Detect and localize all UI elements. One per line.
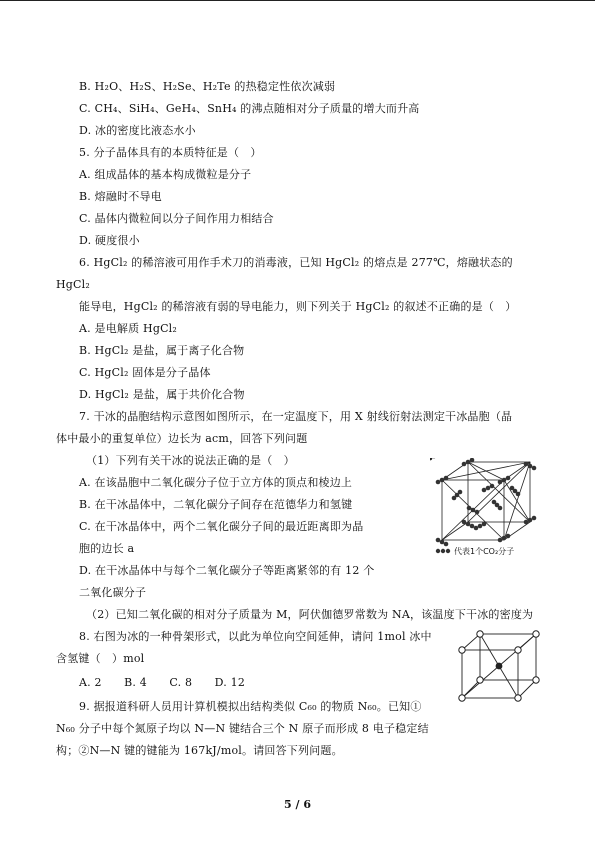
- text-line-l8: D. 硬度很小: [79, 234, 140, 247]
- text-line-l10: HgCl₂: [56, 278, 90, 291]
- text-line-l26: 8. 右图为冰的一种骨架形式，以此为单位向空间延伸，请问 1mol 冰中: [79, 630, 432, 643]
- text-line-l23: D. 在干冰晶体中与每个二氧化碳分子等距离紧邻的有 12 个: [79, 564, 375, 577]
- dry-ice-unit-cell-figure: [430, 458, 575, 560]
- ice-framework-figure: [452, 628, 544, 706]
- top-rule: [0, 0, 595, 1]
- text-line-l28: A. 2 B. 4 C. 8 D. 12: [79, 676, 246, 689]
- text-line-l1: B. H₂O、H₂S、H₂Se、H₂Te 的热稳定性依次减弱: [79, 80, 336, 93]
- dry-ice-legend-caption: 代表1个CO₂分子: [454, 547, 515, 556]
- co2-legend-icon: [436, 549, 450, 553]
- text-line-l14: C. HgCl₂ 固体是分子晶体: [79, 366, 211, 379]
- text-line-l4: 5. 分子晶体具有的本质特征是（ ）: [79, 146, 262, 159]
- text-line-l22: 胞的边长 a: [79, 542, 135, 555]
- text-line-l9: 6. HgCl₂ 的稀溶液可用作手术刀的消毒液，已知 HgCl₂ 的熔点是 277℃，熔融状态的: [79, 256, 513, 269]
- text-line-l15: D. HgCl₂ 是盐，属于共价化合物: [79, 388, 245, 401]
- text-line-l3: D. 冰的密度比液态水小: [79, 124, 196, 137]
- text-line-l27: 含氢键（ ）mol: [56, 652, 145, 665]
- text-line-l25: （2）已知二氧化碳的相对分子质量为 M，阿伏伽德罗常数为 NA，该温度下干冰的密度为: [86, 608, 534, 621]
- text-line-l18: （1）下列有关干冰的说法正确的是（ ）: [86, 454, 295, 467]
- text-line-l19: A. 在该晶胞中二氧化碳分子位于立方体的顶点和棱边上: [79, 476, 353, 489]
- text-line-l5: A. 组成晶体的基本构成微粒是分子: [79, 168, 252, 181]
- page-number: 5 / 6: [284, 798, 311, 811]
- text-line-l12: A. 是电解质 HgCl₂: [79, 322, 178, 335]
- text-line-l24: 二氧化碳分子: [79, 586, 147, 599]
- text-line-l21: C. 在干冰晶体中，两个二氧化碳分子间的最近距离即为晶: [79, 520, 364, 533]
- text-line-l6: B. 熔融时不导电: [79, 190, 162, 203]
- text-line-l2: C. CH₄、SiH₄、GeH₄、SnH₄ 的沸点随相对分子质量的增大而升高: [79, 102, 420, 115]
- text-line-l7: C. 晶体内微粒间以分子间作用力相结合: [79, 212, 274, 225]
- text-line-l17: 体中最小的重复单位）边长为 acm，回答下列问题: [56, 432, 308, 445]
- text-line-l13: B. HgCl₂ 是盐，属于离子化合物: [79, 344, 245, 357]
- text-line-l31: 构；②N—N 键的键能为 167kJ/mol。请回答下列问题。: [56, 744, 343, 757]
- text-line-l16: 7. 干冰的晶胞结构示意图如图所示，在一定温度下，用 X 射线衍射法测定干冰晶胞（晶: [79, 410, 513, 423]
- text-line-l30: N₆₀ 分子中每个氮原子均以 N—N 键结合三个 N 原子而形成 8 电子稳定结: [56, 722, 429, 735]
- text-line-l11: 能导电，HgCl₂ 的稀溶液有弱的导电能力，则下列关于 HgCl₂ 的叙述不正确的是（ ）: [79, 300, 517, 313]
- text-line-l20: B. 在干冰晶体中，二氧化碳分子间存在范德华力和氢键: [79, 498, 353, 511]
- text-line-l29: 9. 据报道科研人员用计算机模拟出结构类似 C₆₀ 的物质 N₆₀。已知①: [79, 700, 422, 713]
